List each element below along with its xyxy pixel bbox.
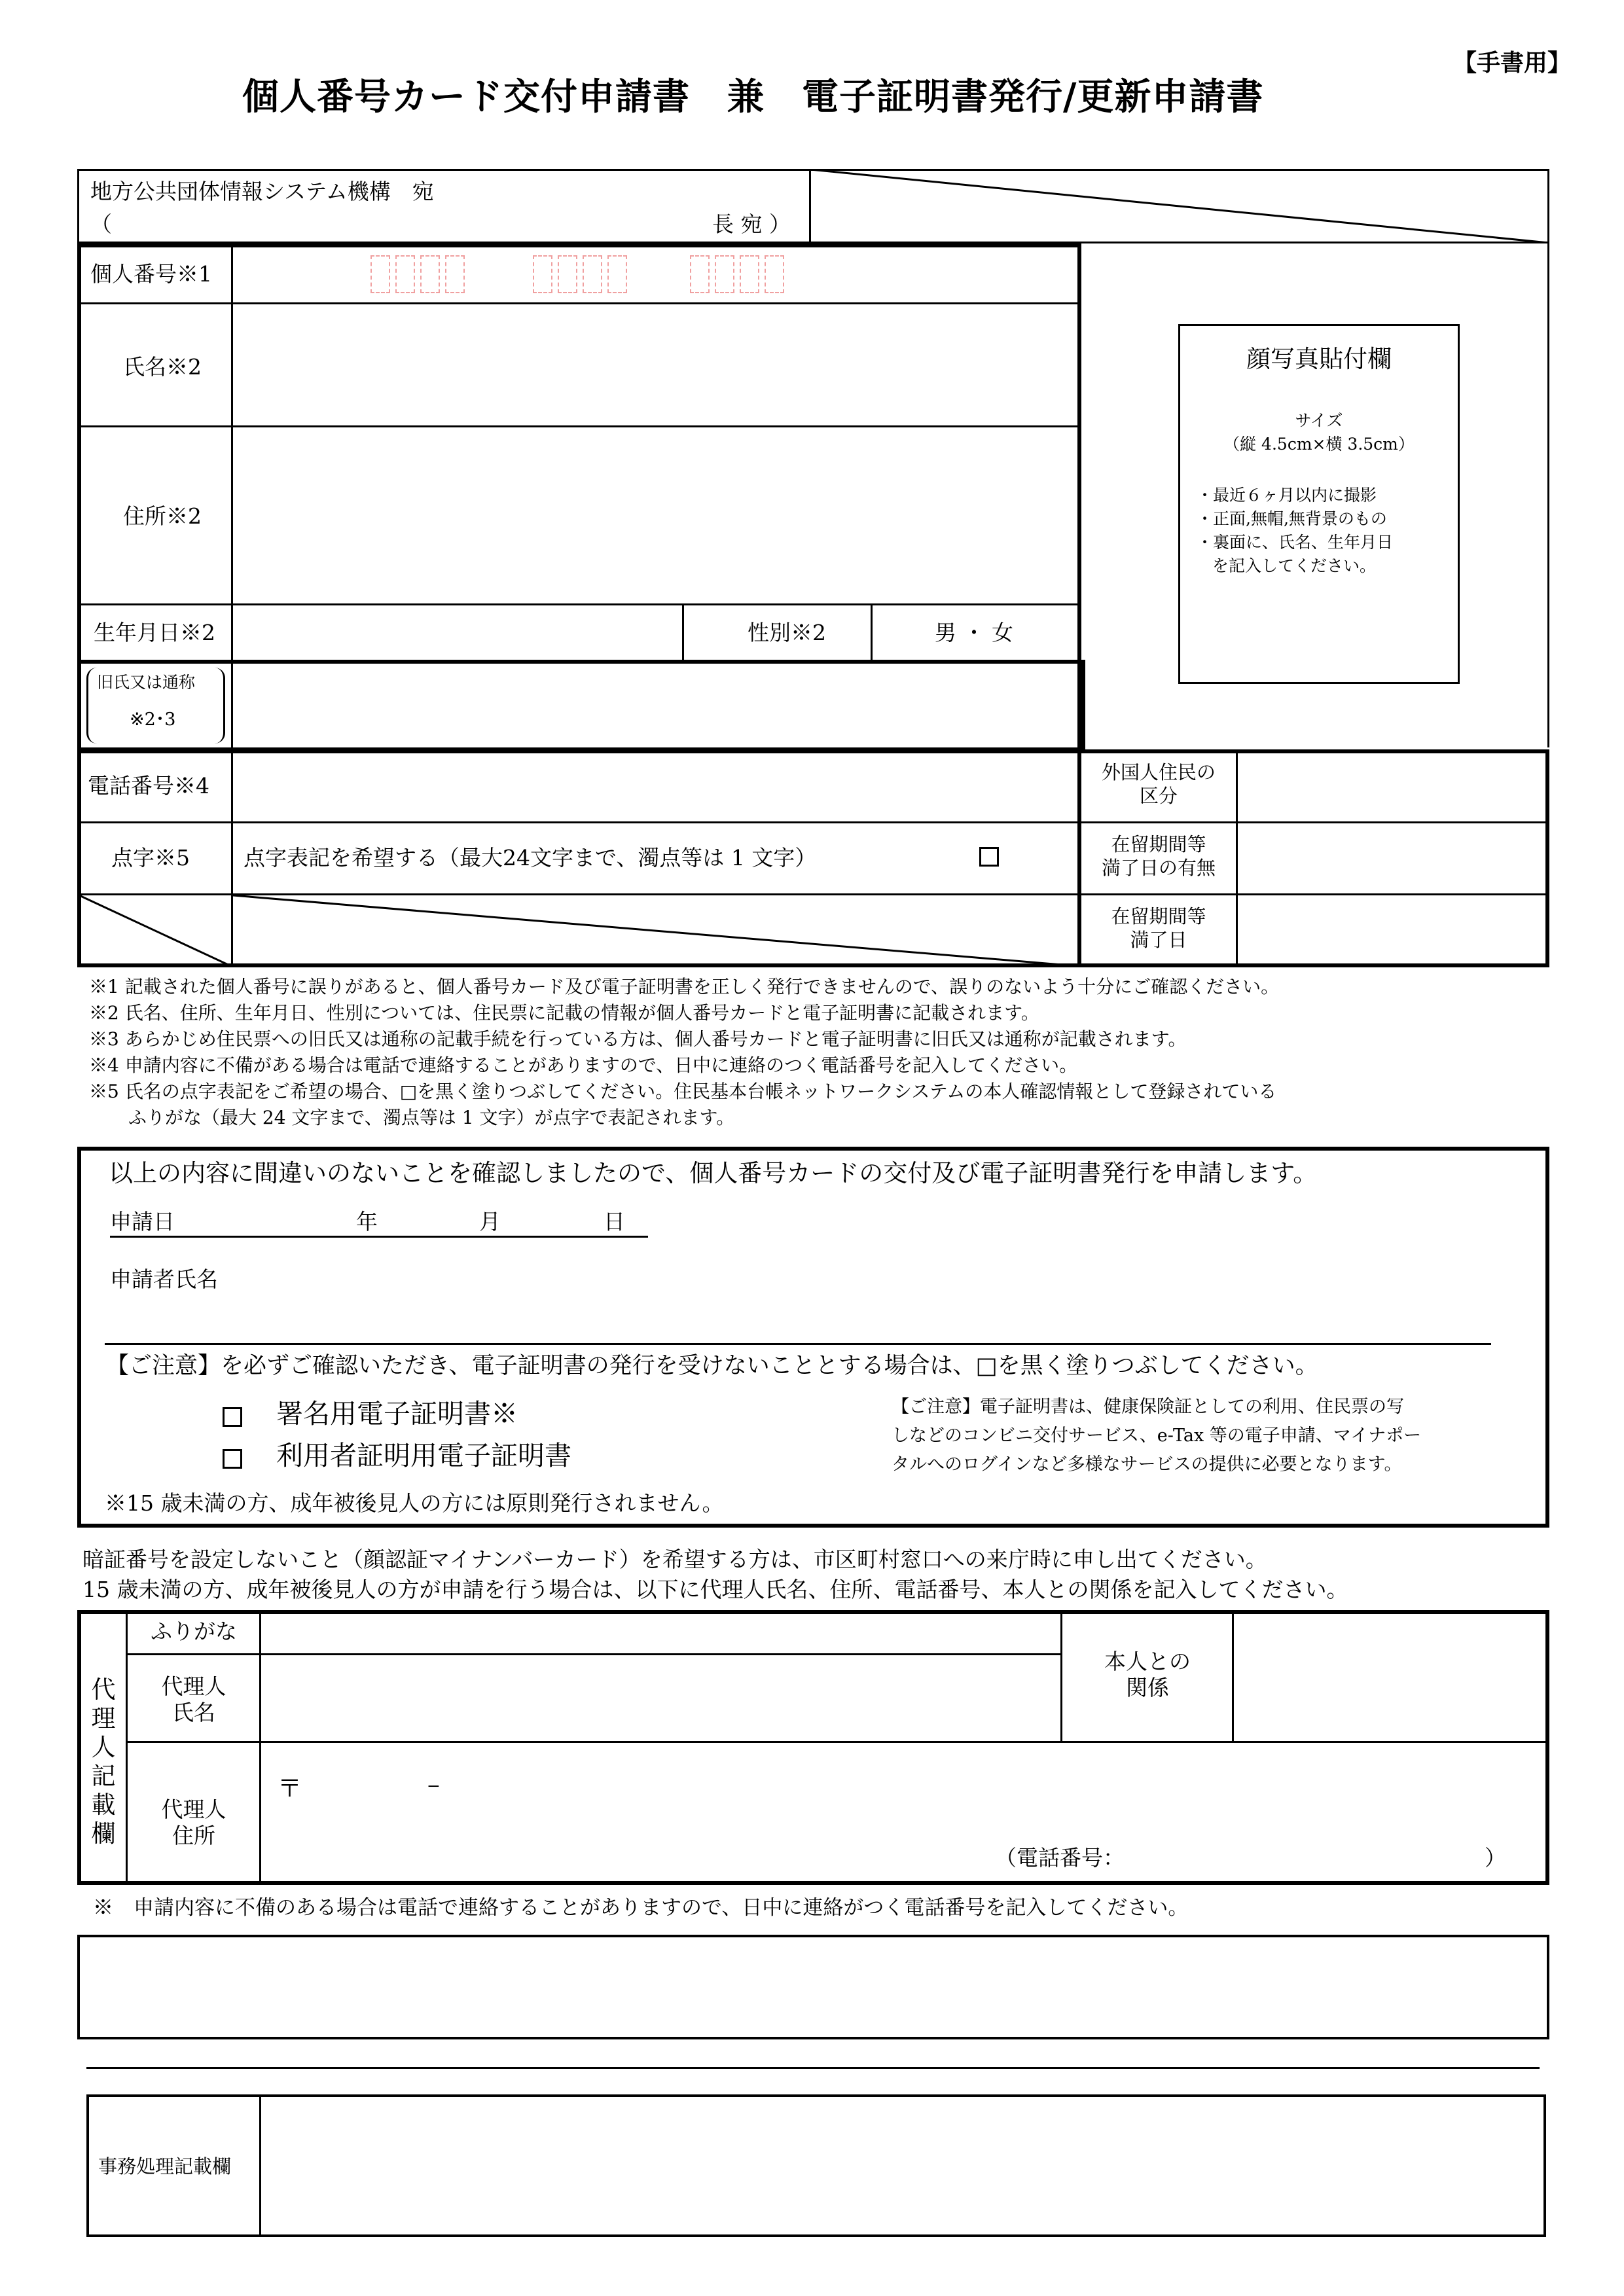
proxy-address-label: 代理人 xyxy=(161,1797,226,1822)
under-15-note: ※15 歳未満の方、成年被後見人の方には原則発行されません。 xyxy=(105,1490,724,1516)
caution-text: 【ご注意】を必ずご確認いただき、電子証明書の発行を受けないこととする場合は、□を黒く塗りつぶしてください。 xyxy=(106,1353,1318,1379)
declaration-statement: 以上の内容に間違いのないことを確認しましたので、個人番号カードの交付及び電子証明書発行を申請します。 xyxy=(109,1159,1318,1187)
photo-title: 顔写真貼付欄 xyxy=(1246,345,1392,373)
proxy-name-label-2: 氏名 xyxy=(172,1700,215,1725)
applicant-name-line[interactable] xyxy=(105,1343,1491,1345)
braille-label: 点字※5 xyxy=(111,845,190,870)
pin-instruction: 暗証番号を設定しないこと（顔認証マイナンバーカード）を希望する方は、市区町村窓口への来庁時に申し出てください。 xyxy=(82,1547,1267,1572)
postal-dash: − xyxy=(427,1776,441,1795)
separator-line xyxy=(86,2067,1540,2069)
proxy-phone-close: ） xyxy=(1485,1845,1506,1871)
proxy-furigana-label: ふりがな xyxy=(151,1619,237,1644)
braille-description: 点字表記を希望する（最大24文字まで、濁点等は 1 文字） xyxy=(244,845,817,870)
proxy-furigana-input[interactable] xyxy=(263,1614,1058,1652)
postal-mark: 〒 xyxy=(278,1774,302,1803)
contact-phone-box[interactable] xyxy=(77,1935,1549,2039)
photo-note-1: ・最近６ヶ月以内に撮影 xyxy=(1197,486,1377,505)
birthdate-input[interactable] xyxy=(234,606,681,658)
former-name-note: ※2･3 xyxy=(130,709,176,730)
proxy-name-label: 代理人 xyxy=(161,1674,226,1699)
addressee-line1: 地方公共団体情報システム機構 宛 xyxy=(90,179,434,204)
proxy-name-input[interactable] xyxy=(263,1657,1058,1740)
expiry-date-label: 在留期間等 xyxy=(1111,905,1206,927)
name-label: 氏名※2 xyxy=(123,354,202,380)
proxy-section-label: 代 理 人 記 載 欄 xyxy=(91,1676,116,1848)
addressee-diagonal xyxy=(810,170,1549,243)
signature-cert-label: 署名用電子証明書※ xyxy=(276,1398,518,1429)
form-title: 個人番号カード交付申請書 兼 電子証明書発行/更新申請書 xyxy=(242,75,1264,118)
gender-label: 性別※2 xyxy=(748,620,826,645)
blank-row-diagonal xyxy=(79,895,231,966)
cert-note-line1: 【ご注意】電子証明書は、健康保険証としての利用、住民票の写 xyxy=(892,1397,1404,1417)
application-date-label: 申請日 xyxy=(110,1209,175,1234)
braille-checkbox[interactable] xyxy=(979,847,999,867)
my-number-input[interactable] xyxy=(233,246,1077,301)
month-label: 月 xyxy=(479,1209,501,1234)
relation-label: 本人との xyxy=(1104,1649,1191,1674)
cert-note-line2: しなどのコンビニ交付サービス、e-Tax 等の電子申請、マイナポー xyxy=(892,1426,1422,1446)
foreign-category-label-2: 区分 xyxy=(1139,785,1178,807)
phone-label: 電話番号※4 xyxy=(88,773,209,798)
user-cert-label: 利用者証明用電子証明書 xyxy=(276,1440,571,1471)
note-3: ※3 あらかじめ住民票への旧氏又は通称の記載手続を行っている方は、個人番号カードと電子証明書に旧氏又は通称が記載されます。 xyxy=(89,1028,1187,1050)
proxy-address-input[interactable] xyxy=(263,1745,1546,1882)
foreign-category-input[interactable] xyxy=(1239,753,1545,819)
addressee-paren-close: 長 宛 ） xyxy=(712,211,791,237)
address-input[interactable] xyxy=(234,428,1079,602)
office-use-label: 事務処理記載欄 xyxy=(98,2155,232,2178)
contact-note: ※ 申請内容に不備のある場合は電話で連絡することがありますので、日中に連絡がつく電話番号を記入してください。 xyxy=(93,1896,1189,1920)
date-underline[interactable] xyxy=(110,1236,648,1238)
cert-note-line3: タルへのログインなど多様なサービスの提供に必要となります。 xyxy=(892,1454,1402,1475)
photo-note-4: を記入してください。 xyxy=(1212,556,1377,575)
photo-size-label: サイズ xyxy=(1295,411,1343,430)
expiry-date-label-2: 満了日 xyxy=(1130,929,1187,951)
former-name-input[interactable] xyxy=(236,664,1079,749)
birthdate-label: 生年月日※2 xyxy=(94,620,215,645)
expiry-date-input[interactable] xyxy=(1239,897,1545,963)
expiry-flag-label-2: 満了日の有無 xyxy=(1101,857,1216,879)
photo-size-value: （縦 4.5cm×横 3.5cm） xyxy=(1223,435,1415,454)
proxy-address-label-2: 住所 xyxy=(172,1823,215,1848)
note-5-cont: ふりがな（最大 24 文字まで、濁点等は 1 文字）が点字で表記されます。 xyxy=(128,1107,735,1128)
gender-options[interactable]: 男 ・ 女 xyxy=(935,620,1013,645)
signature-cert-checkbox[interactable] xyxy=(223,1407,242,1427)
day-label: 日 xyxy=(604,1209,625,1234)
proxy-instruction: 15 歳未満の方、成年被後見人の方が申請を行う場合は、以下に代理人氏名、住所、電話番号、本人との関係を記入してください。 xyxy=(82,1577,1348,1602)
expiry-flag-input[interactable] xyxy=(1239,825,1545,891)
blank-row-diagonal-wide xyxy=(233,895,1077,966)
note-5: ※5 氏名の点字表記をご希望の場合、□を黒く塗りつぶしてください。住民基本台帳ネットワークシステムの本人確認情報として登録されている xyxy=(89,1081,1277,1102)
phone-input[interactable] xyxy=(234,753,1075,819)
relation-input[interactable] xyxy=(1236,1614,1546,1740)
address-label: 住所※2 xyxy=(123,503,202,529)
photo-note-3: ・裏面に、氏名、生年月日 xyxy=(1197,533,1394,552)
note-2: ※2 氏名、住所、生年月日、性別については、住民票に記載の情報が個人番号カードと電子証明書に記載されます。 xyxy=(89,1002,1039,1024)
user-cert-checkbox[interactable] xyxy=(223,1449,242,1469)
note-1: ※1 記載された個人番号に誤りがあると、個人番号カード及び電子証明書を正しく発行できませんので、誤りのないよう十分にご確認ください。 xyxy=(89,976,1280,997)
relation-label-2: 関係 xyxy=(1126,1675,1169,1700)
former-name-label: 旧氏又は通称 xyxy=(97,673,196,692)
note-4: ※4 申請内容に不備がある場合は電話で連絡することがありますので、日中に連絡のつく電話番号を記入してください。 xyxy=(89,1054,1078,1076)
addressee-paren-open: （ xyxy=(90,211,112,237)
applicant-name-label: 申請者氏名 xyxy=(110,1266,218,1292)
foreign-category-label: 外国人住民の xyxy=(1101,761,1216,783)
photo-note-2: ・正面,無帽,無背景のもの xyxy=(1197,509,1387,528)
handwritten-tag: 【手書用】 xyxy=(1453,49,1572,77)
name-input[interactable] xyxy=(234,305,1079,424)
year-label: 年 xyxy=(356,1209,378,1234)
my-number-label: 個人番号※1 xyxy=(90,261,212,287)
proxy-phone-open: （電話番号： xyxy=(995,1845,1125,1871)
expiry-flag-label: 在留期間等 xyxy=(1111,833,1206,855)
office-use-area[interactable] xyxy=(263,2098,1542,2233)
